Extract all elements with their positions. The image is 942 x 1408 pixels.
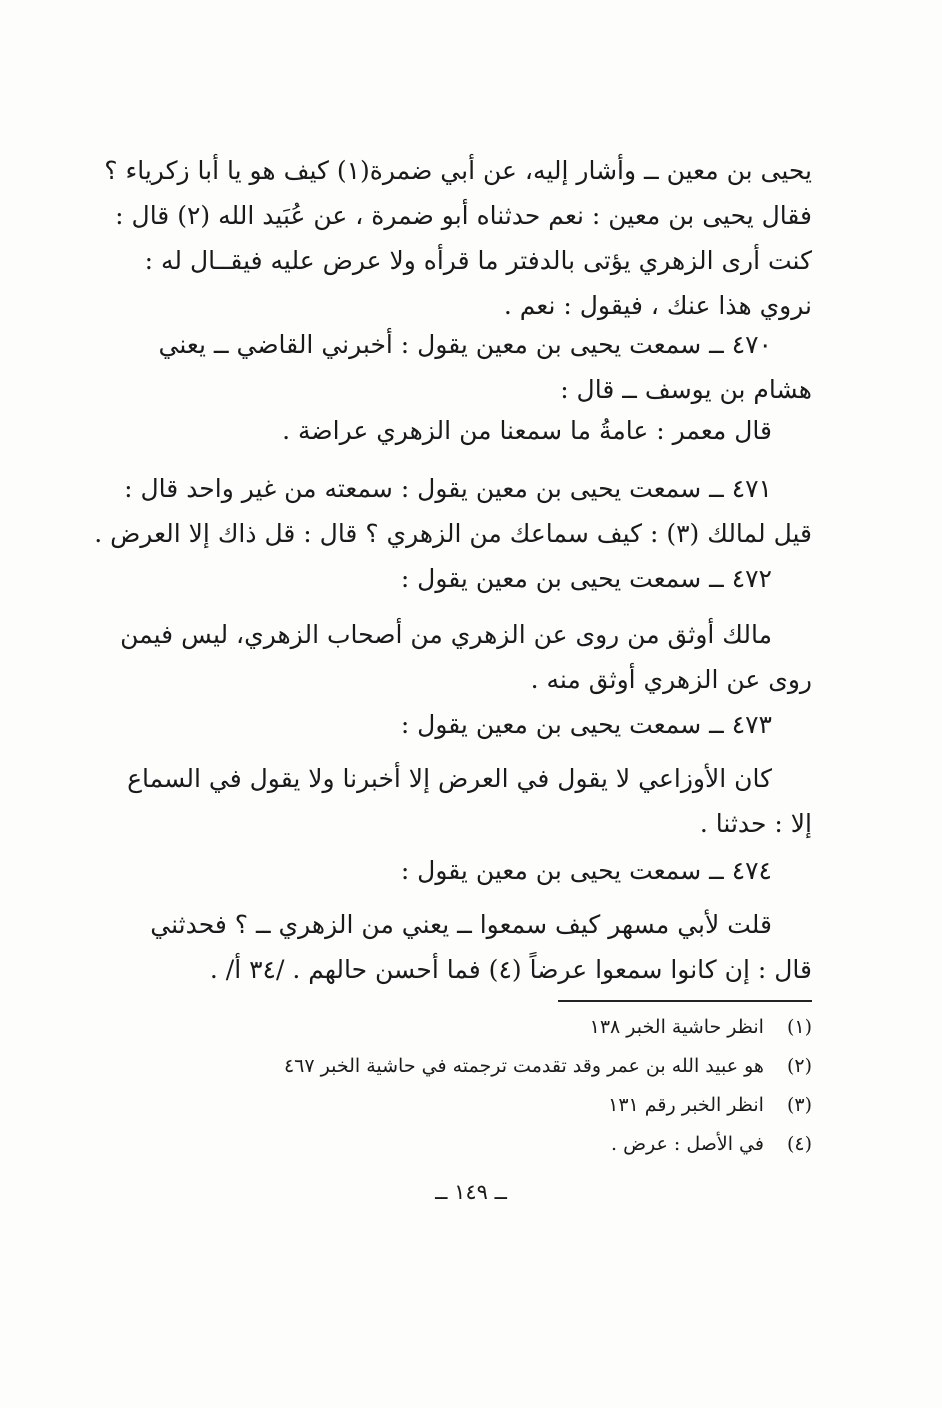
entry-heading: ٤٧٤ ــ سمعت يحيى بن معين يقول :: [400, 856, 772, 885]
text-line: قال : إن كانوا سمعوا عرضاً (٤) فما أحسن حالهم . /٣٤ أ/ .: [209, 955, 812, 984]
text-line: نروي هذا عنك ، فيقول : نعم .: [503, 291, 812, 320]
main-text: [104, 148, 812, 328]
entry-471: [94, 466, 812, 556]
footnote-number: (١): [786, 1016, 812, 1038]
entry-heading: ٤٧١ ــ سمعت يحيى بن معين يقول : سمعته من غير واحد قال :: [124, 474, 772, 503]
text-line: كنت أرى الزهري يؤتى بالدفتر ما قرأه ولا عرض عليه فيقــال له :: [144, 246, 812, 275]
footnote-divider: [558, 1000, 812, 1002]
text-line: فقال يحيى بن معين : نعم حدثناه أبو ضمرة ، عن عُبَيد الله (٢) قال :: [115, 201, 812, 230]
text-line: هشام بن يوسف ــ قال :: [560, 375, 812, 404]
entry-473: [160, 702, 812, 747]
entry-heading: ٤٧٢ ــ سمعت يحيى بن معين يقول :: [400, 564, 772, 593]
text-line: قال معمر : عامةُ ما سمعنا من الزهري عراضة .: [282, 416, 772, 445]
footnote-text: انظر الخبر رقم ١٣١: [608, 1094, 764, 1116]
text-line: كان الأوزاعي لا يقول في العرض إلا أخبرنا ولا يقول في السماع: [127, 764, 772, 793]
quote-473: [127, 756, 812, 846]
text-line: روى عن الزهري أوثق منه .: [530, 665, 812, 694]
footnote: [160, 1086, 812, 1125]
text-line: مالك أوثق من روى عن الزهري من أصحاب الزهري، ليس فيمن: [120, 620, 772, 649]
footnote: [160, 1047, 812, 1086]
footnote-text: هو عبيد الله بن عمر وقد تقدمت ترجمته في حاشية الخبر ٤٦٧: [283, 1055, 764, 1077]
quote-474: [150, 902, 812, 992]
quote-470: [160, 408, 812, 453]
footnote-number: (٣): [786, 1094, 812, 1116]
footnote-text: في الأصل : عرض .: [611, 1133, 764, 1155]
text-line: إلا : حدثنا .: [699, 809, 812, 838]
footnote-text: انظر حاشية الخبر ١٣٨: [589, 1016, 764, 1038]
text-line: قلت لأبي مسهر كيف سمعوا ــ يعني من الزهري ــ ؟ فحدثني: [150, 910, 772, 939]
text-line: قيل لمالك (٣) : كيف سماعك من الزهري ؟ قال : قل ذاك إلا العرض .: [94, 519, 812, 548]
footnote-number: (٢): [786, 1055, 812, 1077]
footnote: [160, 1008, 812, 1047]
quote-472: [120, 612, 812, 702]
text-line: يحيى بن معين ــ وأشار إليه، عن أبي ضمرة(١) كيف هو يا أبا زكرياء ؟: [104, 156, 812, 185]
entry-472: [160, 556, 812, 601]
footnote: [160, 1125, 812, 1164]
entry-474: [160, 848, 812, 893]
entry-heading: ٤٧٠ ــ سمعت يحيى بن معين يقول : أخبرني القاضي ــ يعني: [158, 330, 772, 359]
footnote-number: (٤): [786, 1133, 812, 1155]
page-number: ــ ١٤٩ ــ: [435, 1180, 507, 1204]
entry-470: [160, 322, 812, 412]
footnotes: [160, 1008, 812, 1164]
entry-heading: ٤٧٣ ــ سمعت يحيى بن معين يقول :: [400, 710, 772, 739]
